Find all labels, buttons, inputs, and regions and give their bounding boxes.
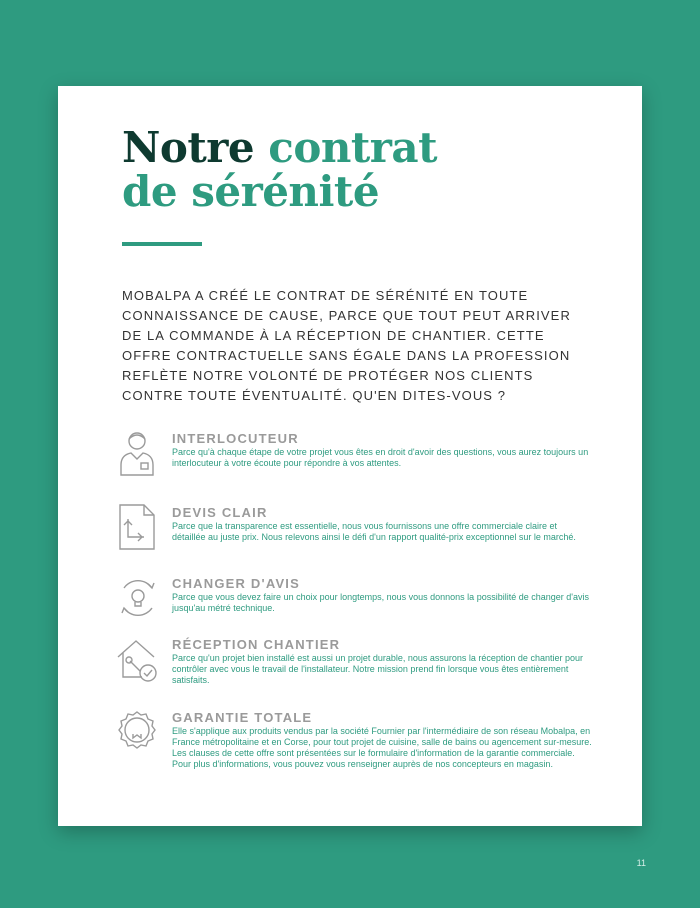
intro-paragraph: MOBALPA A CRÉÉ LE CONTRAT DE SÉRÉNITÉ EN TOUTE CONNAISSANCE DE CAUSE, PARCE QUE TOUT PEUT ARRIVER DE LA COMMANDE À LA RÉCEPTION DE CHANTIER. CETTE OFFRE CONTRACTUELLE SANS ÉGALE DANS LA PROFESSION REFLÈTE NOTRE VOLONTÉ DE PROTÉGER NOS CLIENTS CONTRE TOUTE ÉVENTUALITÉ. QU'EN DITES-VOUS ?: [122, 288, 571, 403]
guarantee-seal-icon: [116, 708, 158, 756]
lightbulb-cycle-icon: [116, 574, 158, 622]
house-check-icon: [116, 635, 158, 683]
document-icon: [116, 503, 158, 551]
title-dark-word: Notre: [122, 123, 255, 172]
feature-text: Parce que vous devez faire un choix pour longtemps, nous vous donnons la possibilité de changer d'avis jusqu'au métré technique.: [172, 592, 589, 613]
feature-text: Parce que la transparence est essentielle, nous vous fournissons une offre commerciale claire et détaillée au juste prix. Nous relevons ainsi le défi d'un rapport qualité-prix exceptionnel sur le marché.: [172, 521, 576, 542]
content-card: [58, 86, 642, 826]
feature-text-main: Elle s'applique aux produits vendus par la société Fournier par l'intermédiaire de son réseau Mobalpa, en France métropolitaine et en Corse, pour tout projet de cuisine, salle de bains ou agencement sur-mesure. Les clauses de cette offre sont présentées sur le formulaire d'information de la garantie commerciale.: [172, 726, 592, 758]
feature-text: Parce qu'un projet bien installé est aussi un projet durable, nous assurons la réception de chantier pour contrôler avec vous le travail de l'installateur. Notre mission prend fin lorsque vous êtes entièrement satisfaits.: [172, 653, 583, 685]
title-underline: [122, 242, 202, 246]
feature-heading: GARANTIE TOTALE: [172, 710, 313, 725]
feature-heading: INTERLOCUTEUR: [172, 431, 299, 446]
feature-heading: RÉCEPTION CHANTIER: [172, 637, 341, 652]
page-title: [122, 123, 438, 216]
feature-heading: DEVIS CLAIR: [172, 505, 268, 520]
page-number: 11: [636, 858, 646, 868]
person-icon: [116, 429, 158, 477]
feature-heading: CHANGER D'AVIS: [172, 576, 300, 591]
feature-text: Parce qu'à chaque étape de votre projet vous êtes en droit d'avoir des questions, vous aurez toujours un interlocuteur à votre écoute pour répondre à vos attentes.: [172, 447, 589, 468]
title-line-2: de sérénité: [122, 167, 380, 216]
feature-text: [172, 726, 592, 770]
title-accent-word: contrat: [268, 123, 438, 172]
feature-text-more-info: Pour plus d'informations, vous pouvez vous renseigner auprès de nos concepteurs en magasin.: [172, 759, 553, 769]
